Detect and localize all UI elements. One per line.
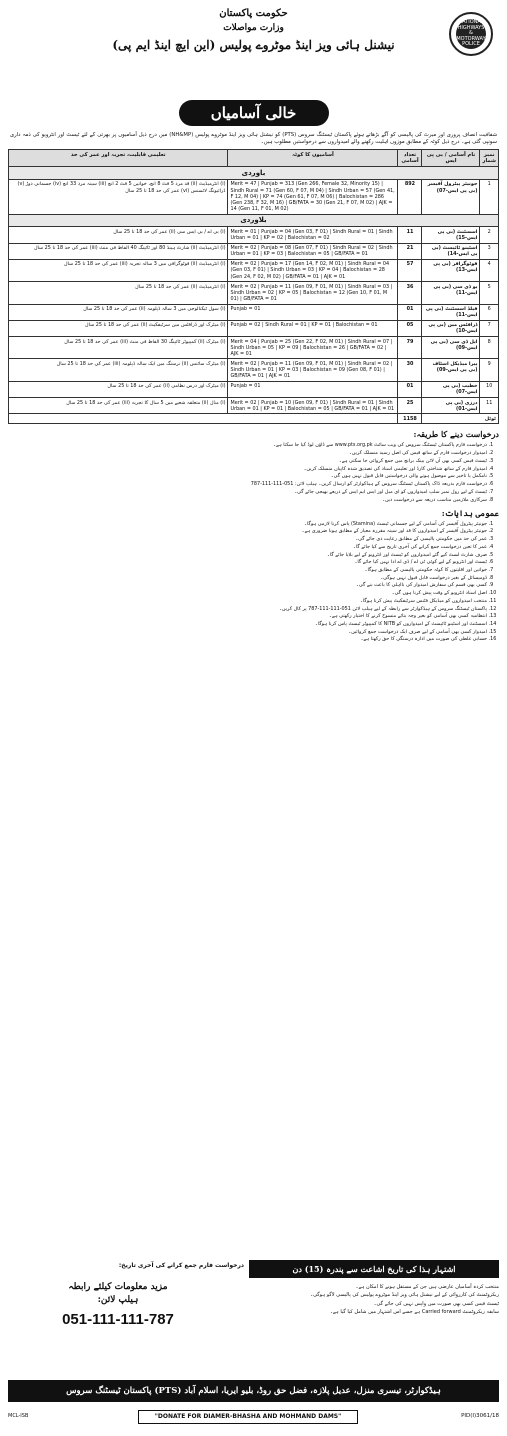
row-no: 3 <box>480 243 499 259</box>
row-post: یو ڈی سی (بی پی ایس-11) <box>422 282 480 304</box>
note-item: منتخب کردہ آسامیاں عارضی ہیں جن کے مستقل ہونے کا امکان ہے۔ <box>355 1284 499 1290</box>
row-total: 05 <box>398 320 422 336</box>
section-uniform: باوردی <box>9 167 499 180</box>
row-no: 9 <box>480 359 499 381</box>
row-total: 30 <box>398 359 422 381</box>
pid-code: PID(I)3061/18 <box>461 1413 499 1419</box>
intro-paragraph: شفافیت انصاف پروری اور میرٹ کی پالیسی کو آگے بڑھاتے ہوئے پاکستان ٹیسٹنگ سروس (PTS) کو نیشنل ہائی ویز اینڈ موٹروے پولیس (NH&MP) میں درج ذیل آسامیوں پر بھرتی کے لئے ٹیسٹ اور انٹرویو کی ذمہ داری سونپی گئی ہے۔ درج ذیل کوٹہ کے مطابق موزوں اہلیت رکھنے والے امیدواروں سے درخواستیں مطلوب ہیں۔ <box>10 132 498 145</box>
apply-rules-list <box>8 442 499 502</box>
table-row <box>9 243 499 259</box>
row-total: 79 <box>398 337 422 359</box>
police-emblem <box>449 12 493 56</box>
total-row <box>9 414 499 424</box>
row-quota: Merit = 47 | Punjab = 313 (Gen 266, Female 32, Minority 15) | Sindh Rural = 71 (Gen 60, F 07, M 04) | Sindh Urban = 57 (Gen 41, F 12, M 04) | KP = 74 (Gen 61, F 07, M 06) | Balochistan = 286 (Gen 238, F 32, M 16) | GB/FATA = 30 (Gen 21, F 07, M 02) | AJK = 14 (Gen 11, F 01, M 02) <box>228 179 398 214</box>
header <box>8 8 499 100</box>
list-item: 6. درخواست فارم بذریعہ ڈاک پاکستان ٹیسٹنگ سروس کے ہیڈکوارٹر کو ارسال کریں۔ ہیلپ لائن: 051-111-111-787 <box>8 481 487 487</box>
bottom-section <box>8 1260 499 1370</box>
table-row <box>9 320 499 336</box>
row-qual: (i) انٹرمیڈیٹ (ii) فوٹوگرافی میں 3 سالہ تجربہ (iii) عمر کی حد 18 تا 25 سال <box>9 259 228 281</box>
row-post: اسسٹنٹ (بی پی ایس-15) <box>422 227 480 243</box>
total-value: 1158 <box>398 414 422 424</box>
row-post: اسٹینو ٹائپسٹ (بی پی ایس-14) <box>422 243 480 259</box>
list-item: 3. ٹیسٹ فیس کسی بھی آن لائن بینک برانچ میں جمع کروائی جا سکتی ہے۔ <box>8 458 487 464</box>
header-no: نمبر شمار <box>480 150 499 167</box>
section-civil: بلاوردی <box>9 214 499 227</box>
donate-slogan: "DONATE FOR DIAMER-BHASHA AND MOHMAND DAMS" <box>138 1410 358 1424</box>
apply-title: درخواست دینے کا طریقہ: <box>413 429 499 440</box>
list-item: 12. پاکستان ٹیسٹنگ سروس کے ہیڈکوارٹر سے رابطہ کے لیے ہیلپ لائن 051-111-111-787 پر کال کریں۔ <box>8 606 487 612</box>
row-total: 21 <box>398 243 422 259</box>
row-quota: Merit = 02 | Punjab = 17 (Gen 14, F 02, M 01) | Sindh Rural = 04 (Gen 03, F 01) | Sindh Urban = 03 | KP = 04 | Balochistan = 28 (Gen 24, F 02, M 02) | GB/FATA = 01 | AJK = 01 <box>228 259 398 281</box>
row-post: پیرا میڈیکل اسٹاف (بی پی ایس-09) <box>422 359 480 381</box>
table-row <box>9 381 499 397</box>
header-quota: آسامیوں کا کوٹہ <box>228 150 398 167</box>
row-qual: (i) انٹرمیڈیٹ (ii) شارٹ ہینڈ 80 اور ٹائپنگ 40 الفاظ فی منٹ (iii) عمر کی حد 18 تا 25 سال <box>9 243 228 259</box>
row-no: 11 <box>480 398 499 414</box>
row-quota: Merit = 02 | Punjab = 11 (Gen 09, F 01, M 01) | Sindh Rural = 03 | Sindh Urban = 02 | KP = 05 | Balochistan = 12 (Gen 10, F 01, M 01) | GB/FATA = 01 <box>228 282 398 304</box>
list-item: 2. امیدوار درخواست فارم کے ساتھ فیس کی اصل رسید منسلک کریں۔ <box>8 450 487 456</box>
table-row <box>9 227 499 243</box>
row-qual: (i) میٹرک (ii) کمپیوٹر ٹائپنگ 30 الفاظ فی منٹ (iii) عمر کی حد 18 تا 25 سال <box>9 337 228 359</box>
row-qual: (i) میٹرک سائنس (ii) نرسنگ میں ایک سالہ ڈپلومہ (iii) عمر کی حد 18 تا 25 سال <box>9 359 228 381</box>
list-item: 1. جونیئر پیٹرول آفیسر کی آسامی کے لیے جسمانی ٹیسٹ (Stamina) پاس کرنا لازمی ہوگا۔ <box>8 521 487 527</box>
table-row <box>9 398 499 414</box>
row-no: 2 <box>480 227 499 243</box>
vacancies-banner: خالی آسامیاں <box>179 100 329 126</box>
list-item: 15. امیدوار کسی بھی آسامی کے لیے صرف ایک درخواست جمع کروائیں۔ <box>8 629 487 635</box>
list-item: 7. ٹیسٹ کے لیے رول نمبر سلپ امیدواروں کو ای میل اور ایس ایم ایس کے ذریعے بھیجی جائے گی۔ <box>8 489 487 495</box>
row-post: فیلڈ اسسٹنٹ (بی پی ایس-11) <box>422 304 480 320</box>
contact-line2: ہیلپ لائن: <box>97 1295 139 1306</box>
row-no: 8 <box>480 337 499 359</box>
total-empty <box>9 414 398 424</box>
list-item: 7. خواتین اور اقلیتوں کا کوٹہ حکومتی پالیسی کے مطابق ہوگا۔ <box>8 567 487 573</box>
row-qual: (i) بی اے / بی ایس سی (ii) عمر کی حد 18 تا 25 سال <box>9 227 228 243</box>
row-qual: (i) میٹرک اور درس نظامی (ii) عمر کی حد 18 تا 25 سال <box>9 381 228 397</box>
list-item: 4. عمر کا تعین درخواست جمع کرانے کی آخری تاریخ سے کیا جائے گا۔ <box>8 544 487 550</box>
row-post: درزی (بی پی ایس-01) <box>422 398 480 414</box>
contact-box <box>8 1282 228 1329</box>
row-post: جونیئر پیٹرول آفیسر (بی پی ایس-07) <box>422 179 480 214</box>
general-title: عمومی ہدایات: <box>441 507 499 518</box>
table-row <box>9 259 499 281</box>
row-quota: Merit = 01 | Punjab = 04 (Gen 03, F 01) | Sindh Rural = 01 | Sindh Urban = 01 | KP = 02 | Balochistan = 02 <box>228 227 398 243</box>
row-total: 25 <box>398 398 422 414</box>
mcl-code: MCL-ISB <box>8 1413 29 1419</box>
row-qual: (i) انٹرمیڈیٹ (ii) عمر کی حد 18 تا 25 سال <box>9 282 228 304</box>
list-item: 13. انتظامیہ کسی بھی آسامی کو بغیر وجہ بتائے منسوخ کرنے کا اختیار رکھتی ہے۔ <box>8 613 487 619</box>
gov-title: حکومت پاکستان <box>219 8 288 19</box>
row-no: 6 <box>480 304 499 320</box>
list-item: 4. امیدوار فارم کے ساتھ شناختی کارڈ اور تعلیمی اسناد کی تصدیق شدہ کاپیاں منسلک کریں۔ <box>8 466 487 472</box>
helpline-phone[interactable]: 051-111-111-787 <box>62 1310 174 1328</box>
list-item: 3. عمر کی حد میں حکومتی پالیسی کے مطابق رعایت دی جائے گی۔ <box>8 536 487 542</box>
last-date-box: اشتہار ہذا کی تاریخ اشاعت سے پندرہ (15) دن <box>249 1260 499 1278</box>
row-qual: (i) مڈل (ii) متعلقہ شعبے میں 5 سال کا تجربہ (iii) عمر کی حد 18 تا 25 سال <box>9 398 228 414</box>
row-quota: Punjab = 01 <box>228 381 398 397</box>
row-quota: Punjab = 01 <box>228 304 398 320</box>
list-item: 14. اسسٹنٹ اور اسٹینو ٹائپسٹ کے امیدواروں کو NITB کا کمپیوٹر ٹیسٹ پاس کرنا ہوگا۔ <box>8 621 487 627</box>
note-item: سابقہ ریکروٹمنٹ Carried forward ہے جسے اس اشتہار میں شامل کیا گیا ہے۔ <box>329 1308 499 1315</box>
list-item: 9. کسی بھی قسم کی سفارش امیدوار کی نااہلی کا باعث بنے گی۔ <box>8 582 487 588</box>
section-uniform-row <box>9 167 499 180</box>
row-quota: Merit = 04 | Punjab = 25 (Gen 22, F 02, M 01) | Sindh Rural = 07 | Sindh Urban = 05 | KP = 09 | Balochistan = 26 | GB/FATA = 02 | AJK = 01 <box>228 337 398 359</box>
header-total: تعداد آسامی <box>398 150 422 167</box>
vacancy-table <box>8 149 499 424</box>
row-no: 10 <box>480 381 499 397</box>
row-total: 11 <box>398 227 422 243</box>
total-label: ٹوٹل <box>422 414 499 424</box>
contact-line1: مزید معلومات کیلئے رابطہ <box>68 1282 168 1292</box>
row-qual: (i) سول ٹیکنالوجی میں 3 سالہ ڈپلومہ (ii) عمر کی حد 18 تا 25 سال <box>9 304 228 320</box>
list-item: 10. اصل اسناد انٹرویو کے وقت پیش کرنا ہوں گی۔ <box>8 590 487 596</box>
list-item: 6. ٹیسٹ اور انٹرویو کے لیے کوئی ٹی اے / ڈی اے ادا نہیں کیا جائے گا۔ <box>8 559 487 565</box>
list-item: 2. جونیئر پیٹرول آفیسر کے امیدواروں کا قد اور سینہ مقررہ معیار کے مطابق ہونا ضروری ہے۔ <box>8 528 487 534</box>
general-rules-list <box>8 521 499 643</box>
header-post: نام آسامی / بی پی ایس <box>422 150 480 167</box>
list-item: 1. درخواست فارم پاکستان ٹیسٹنگ سروس کی ویب سائٹ www.pts.org.pk سے ڈاؤن لوڈ کیا جا سکتا ہے۔ <box>8 442 487 448</box>
row-total: 892 <box>398 179 422 214</box>
row-no: 1 <box>480 179 499 214</box>
note-item: ٹیسٹ فیس کسی بھی صورت میں واپس نہیں کی جائے گی۔ <box>373 1300 499 1307</box>
list-item: 11. منتخب امیدواروں کو میڈیکل فٹنس سرٹیفکیٹ پیش کرنا ہوگا۔ <box>8 598 487 604</box>
list-item: 5. صرف شارٹ لسٹ کیے گئے امیدواروں کو ٹیسٹ اور انٹرویو کے لیے بلایا جائے گا۔ <box>8 552 487 558</box>
pts-address-bar: پاکستان ٹیسٹنگ سروس (PTS) ہیڈکوارٹر، تیسری منزل، عدیل پلازہ، فضل حق روڈ، بلیو ایریا، اسلام آباد <box>8 1380 499 1402</box>
row-post: ڈرافٹس مین (بی پی ایس-10) <box>422 320 480 336</box>
table-row <box>9 282 499 304</box>
table-header-row <box>9 150 499 167</box>
list-item: 16. حسابی غلطی کی صورت میں ادارہ درستگی کا حق رکھتا ہے۔ <box>8 636 487 642</box>
emblem-text: NATIONAL HIGHWAYS & MOTORWAY POLICE <box>456 19 486 48</box>
footer <box>8 1408 499 1426</box>
row-total: 01 <box>398 304 422 320</box>
vacancy-table-body <box>9 167 499 424</box>
table-row <box>9 304 499 320</box>
row-quota: Merit = 02 | Punjab = 10 (Gen 09, F 01) | Sindh Rural = 01 | Sindh Urban = 01 | KP = 01 | Balochistan = 05 | GB/FATA = 01 | AJK = 01 <box>228 398 398 414</box>
list-item: 8. ڈومیسائل کے بغیر درخواست قابل قبول نہیں ہوگی۔ <box>8 575 487 581</box>
row-qual: (i) میٹرک اور ڈرافٹس مین سرٹیفکیٹ (ii) عمر کی حد 18 تا 25 سال <box>9 320 228 336</box>
section-civil-row <box>9 214 499 227</box>
last-date-label: درخواست فارم جمع کرانے کی آخری تاریخ: <box>118 1262 244 1269</box>
row-post: خطیب (بی پی ایس-07) <box>422 381 480 397</box>
row-quota: Merit = 02 | Punjab = 08 (Gen 07, F 01) | Sindh Rural = 02 | Sindh Urban = 01 | KP = 03 | Balochistan = 05 | GB/FATA = 01 <box>228 243 398 259</box>
row-quota: Punjab = 02 | Sindh Rural = 01 | KP = 01 | Balochistan = 01 <box>228 320 398 336</box>
list-item: 5. نامکمل یا تاخیر سے موصول ہونے والی درخواستیں قابل قبول نہیں ہوں گی۔ <box>8 473 487 479</box>
row-total: 01 <box>398 381 422 397</box>
row-post: فوٹوگرافر (بی پی ایس-13) <box>422 259 480 281</box>
table-row <box>9 337 499 359</box>
header-qual: تعلیمی قابلیت، تجربہ اور عمر کی حد <box>9 150 228 167</box>
ministry-title: وزارت مواصلات <box>223 22 284 33</box>
list-item: 8. سرکاری ملازمین مناسب ذریعہ سے درخواست دیں۔ <box>8 497 487 503</box>
table-row <box>9 179 499 214</box>
note-item: ریکروٹمنٹ کی کارروائی کے لیے نیشنل ہائی ویز اینڈ موٹروے پولیس کی پالیسی لاگو ہوگی۔ <box>310 1292 499 1299</box>
row-no: 5 <box>480 282 499 304</box>
row-quota: Merit = 02 | Punjab = 11 (Gen 09, F 01, M 01) | Sindh Rural = 02 | Sindh Urban = 01 | KP = 03 | Balochistan = 09 (Gen 08, F 01) | GB/FATA = 01 | AJK = 01 <box>228 359 398 381</box>
table-row <box>9 359 499 381</box>
police-title: نیشنل ہائی ویز اینڈ موٹروے پولیس (این ایچ اینڈ ایم پی) <box>112 37 395 52</box>
row-total: 57 <box>398 259 422 281</box>
row-no: 4 <box>480 259 499 281</box>
row-no: 7 <box>480 320 499 336</box>
notes <box>249 1284 499 1317</box>
row-post: ایل ڈی سی (بی پی ایس-09) <box>422 337 480 359</box>
row-total: 36 <box>398 282 422 304</box>
row-qual: (i) انٹرمیڈیٹ (ii) قد مرد 5 فٹ 8 انچ، خواتین 5 فٹ 2 انچ (iii) سینہ مرد 33 انچ (iv) جسمانی دوڑ (v) ڈرائیونگ لائسنس (vi) عمر کی حد 18 تا 25 سال <box>9 179 228 214</box>
